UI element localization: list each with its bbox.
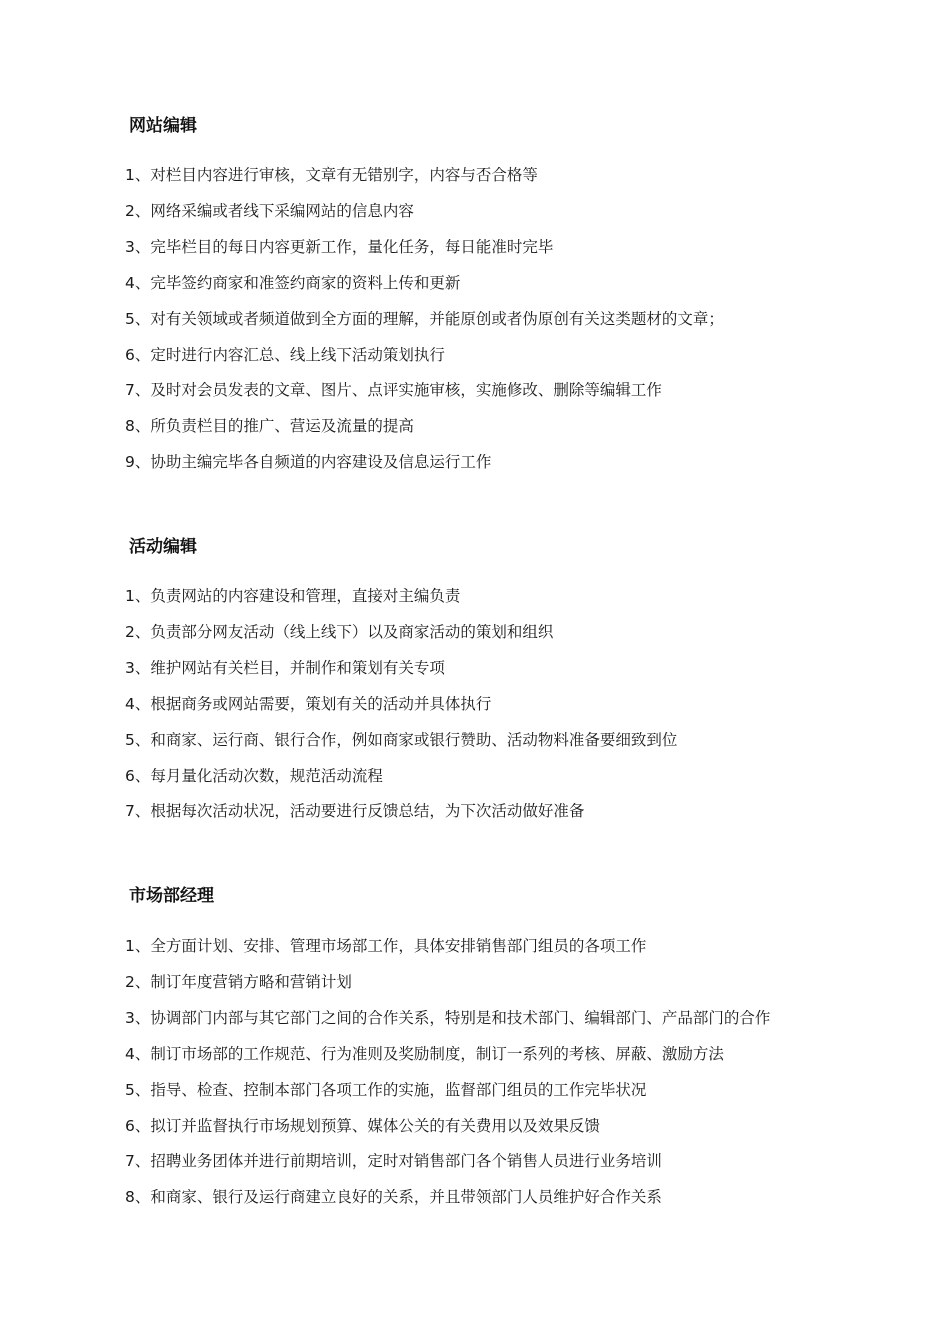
- list-item: 2、制订年度营销方略和营销计划: [125, 973, 352, 991]
- section-title: 活动编辑: [129, 537, 197, 557]
- list-item: 3、协调部门内部与其它部门之间的合作关系，特别是和技术部门、编辑部门、产品部门的合作: [125, 1009, 771, 1027]
- list-item: 8、和商家、银行及运行商建立良好的关系，并且带领部门人员维护好合作关系: [125, 1188, 662, 1206]
- list-item: 7、招聘业务团体并进行前期培训，定时对销售部门各个销售人员进行业务培训: [125, 1152, 662, 1170]
- list-item: 6、拟订并监督执行市场规划预算、媒体公关的有关费用以及效果反馈: [125, 1117, 600, 1135]
- list-item: 3、完毕栏目的每日内容更新工作，量化任务，每日能准时完毕: [125, 238, 554, 256]
- list-item: 1、全方面计划、安排、管理市场部工作，具体安排销售部门组员的各项工作: [125, 937, 647, 955]
- list-item: 8、所负责栏目的推广、营运及流量的提高: [125, 417, 414, 435]
- list-item: 2、网络采编或者线下采编网站的信息内容: [125, 202, 414, 220]
- list-item: 1、对栏目内容进行审核，文章有无错别字，内容与否合格等: [125, 166, 538, 184]
- list-item: 7、根据每次活动状况，活动要进行反馈总结，为下次活动做好准备: [125, 802, 585, 820]
- list-item: 5、和商家、运行商、银行合作，例如商家或银行赞助、活动物料准备要细致到位: [125, 731, 678, 749]
- section-title: 市场部经理: [129, 886, 214, 906]
- list-item: 6、定时进行内容汇总、线上线下活动策划执行: [125, 346, 445, 364]
- list-item: 4、制订市场部的工作规范、行为准则及奖励制度，制订一系列的考核、屏蔽、激励方法: [125, 1045, 724, 1063]
- list-item: 1、负责网站的内容建设和管理，直接对主编负责: [125, 587, 461, 605]
- list-item: 9、协助主编完毕各自频道的内容建设及信息运行工作: [125, 453, 492, 471]
- list-item: 4、根据商务或网站需要，策划有关的活动并具体执行: [125, 695, 492, 713]
- list-item: 7、及时对会员发表的文章、图片、点评实施审核，实施修改、删除等编辑工作: [125, 381, 662, 399]
- list-item: 6、每月量化活动次数，规范活动流程: [125, 767, 383, 785]
- list-item: 2、负责部分网友活动（线上线下）以及商家活动的策划和组织: [125, 623, 554, 641]
- list-item: 3、维护网站有关栏目，并制作和策划有关专项: [125, 659, 445, 677]
- list-item: 4、完毕签约商家和准签约商家的资料上传和更新: [125, 274, 461, 292]
- section-title: 网站编辑: [129, 116, 197, 136]
- list-item: 5、对有关领域或者频道做到全方面的理解，并能原创或者伪原创有关这类题材的文章；: [125, 310, 724, 328]
- list-item: 5、指导、检查、控制本部门各项工作的实施，监督部门组员的工作完毕状况: [125, 1081, 647, 1099]
